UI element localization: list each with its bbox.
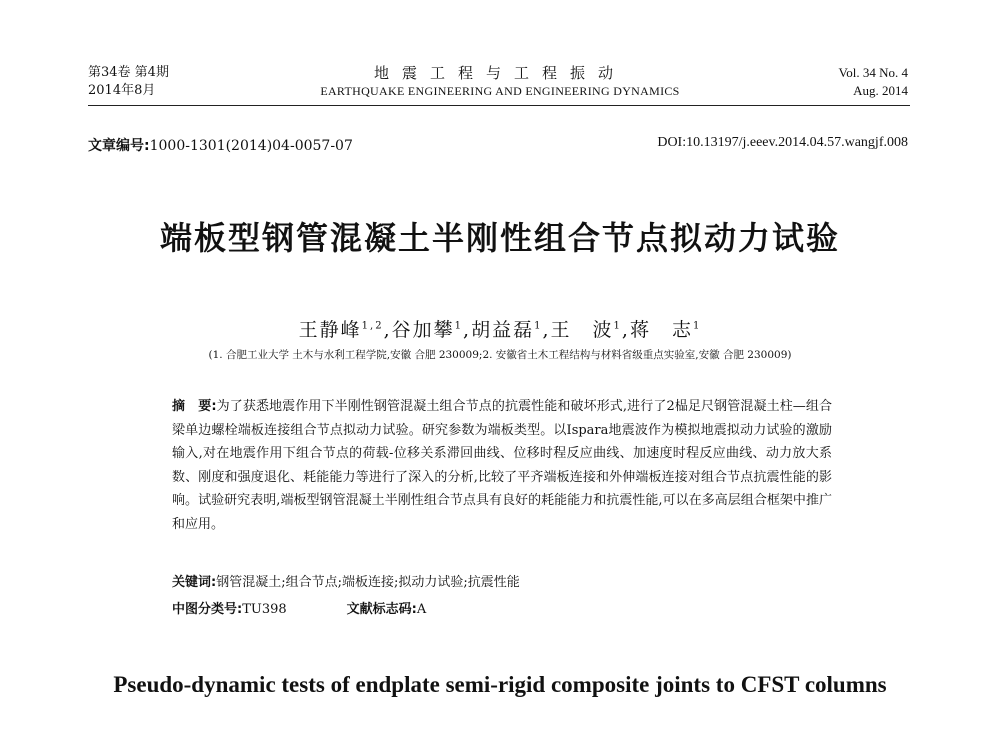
affiliation: (1. 合肥工业大学 土木与水利工程学院,安徽 合肥 230009;2. 安徽省土木工程结构与材料省级重点实验室,安徽 合肥 230009): [208, 349, 792, 361]
document-code-value: A: [416, 602, 427, 617]
classification: [172, 598, 426, 617]
abstract-label: 摘 要:: [172, 399, 217, 414]
article-number: [88, 135, 353, 155]
author-name: 胡益磊: [471, 319, 535, 341]
keywords-text: 钢管混凝土;组合节点;端板连接;拟动力试验;抗震性能: [216, 575, 520, 590]
paper-title-cn: 端板型钢管混凝土半刚性组合节点拟动力试验: [159, 219, 840, 257]
author-affiliation-mark: 1: [534, 320, 543, 332]
author-name: 王 波: [550, 319, 614, 341]
date-cn: 2014年8月: [88, 83, 156, 98]
date-en: Aug. 2014: [853, 83, 908, 98]
volume-issue-en: Vol. 34 No. 4: [838, 65, 908, 80]
article-number-label: 文章编号:: [88, 138, 150, 154]
header-rule: [88, 105, 910, 106]
journal-title-en: EARTHQUAKE ENGINEERING AND ENGINEERING DYNAMICS: [320, 84, 680, 98]
doi: DOI:10.13197/j.eeev.2014.04.57.wangjf.008: [657, 135, 908, 150]
abstract-text: 为了获悉地震作用下半刚性钢管混凝土组合节点的抗震性能和破坏形式,进行了2榀足尺钢管混凝土柱—组合梁单边螺栓端板连接组合节点拟动力试验。研究参数为端板类型。以Ispara地震波作为模拟地震拟动力试验的激励输入,对在地震作用下组合节点的荷载-位移关系滞回曲线、位移时程反应曲线、加速度时程反应曲线、动力放大系数、刚度和强度退化、耗能能力等进行了深入的分析,比较了平齐端板连接和外伸端板连接对组合节点抗震性能的影响。试验研究表明,端板型钢管混凝土半刚性组合节点具有良好的耗能能力和抗震性能,可以在多高层组合框架中推广和应用。: [172, 399, 833, 532]
author-name: 王静峰: [298, 319, 362, 341]
author-name: 谷加攀: [391, 319, 455, 341]
keywords: [172, 571, 520, 590]
author-affiliation-mark: 1,2: [361, 320, 384, 332]
author-affiliation-mark: 1: [454, 320, 464, 332]
article-number-value: 1000-1301(2014)04-0057-07: [149, 138, 353, 154]
author-name: 蒋 志: [629, 319, 693, 341]
volume-issue-cn: 第34卷 第4期: [88, 65, 169, 80]
abstract: [172, 395, 832, 536]
header-right: [839, 64, 908, 100]
author-affiliation-mark: 1: [692, 320, 702, 332]
clc-value: TU398: [242, 602, 287, 617]
document-code-label: 文献标志码:: [346, 602, 417, 617]
paper-title-en: Pseudo-dynamic tests of endplate semi-rigid composite joints to CFST columns: [113, 672, 887, 697]
author-list: 王静峰$^{1,2}$,谷加攀$^1$,胡益磊$^1$,王 波$^1$,蒋 志$^1$: [298, 319, 702, 341]
author-affiliation-mark: 1: [613, 320, 622, 332]
journal-title-cn: 地震工程与工程振动: [373, 64, 626, 82]
keywords-label: 关键词:: [172, 575, 217, 590]
clc-label: 中图分类号:: [172, 602, 243, 617]
